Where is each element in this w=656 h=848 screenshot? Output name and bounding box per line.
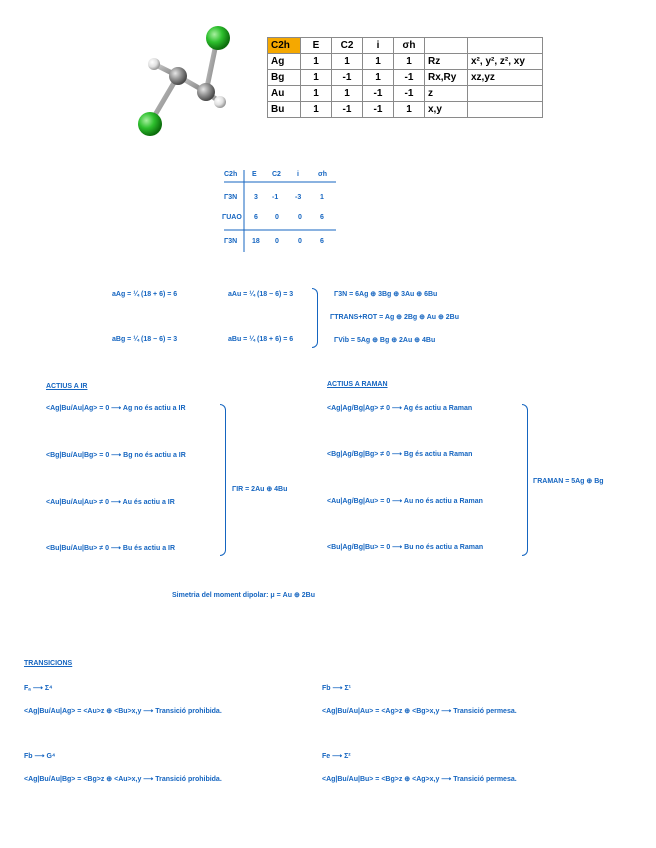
table-header-cell: i <box>297 171 299 178</box>
table-cell <box>468 102 543 118</box>
raman-brace <box>522 404 528 556</box>
table-cell: Rz <box>425 54 468 70</box>
ir-line: <Bu|Bu/Au|Bu> ≠ 0 ⟶ Bu és actiu a IR <box>46 545 176 552</box>
table-header-cell: C2h <box>268 38 301 54</box>
table-cell: -1 <box>332 70 363 86</box>
table-cell: -1 <box>332 102 363 118</box>
transition-equation: <Ag|Bu/Au|Bg> = <Bg>z ⊕ <Au>x,y ⟶ Transició prohibida. <box>24 776 222 783</box>
bond-lines <box>152 44 220 120</box>
table-cell: 1 <box>394 54 425 70</box>
raman-result: ΓRAMAN = 5Ag ⊕ Bg <box>533 478 604 485</box>
table-header-cell: σh <box>394 38 425 54</box>
table-cell: 1 <box>301 102 332 118</box>
table-cell: 1 <box>301 54 332 70</box>
reduction-ag: aAg = ¼ (18 + 6) = 6 <box>112 291 178 298</box>
transition-heading: Fe ⟶ Σ² <box>322 753 351 760</box>
hydrogen-atom <box>148 58 160 70</box>
table-cell: 1 <box>363 70 394 86</box>
table-cell: ΓUAO <box>222 214 242 221</box>
table-cell: -1 <box>272 194 279 201</box>
table-cell: z <box>425 86 468 102</box>
table-cell: xz,yz <box>468 70 543 86</box>
reduction-au: aAu = ¼ (18 − 6) = 3 <box>228 291 294 298</box>
table-cell: 3 <box>254 194 258 201</box>
table-row <box>268 86 543 102</box>
raman-line: <Ag|Ag/Bg|Ag> ≠ 0 ⟶ Ag és actiu a Raman <box>327 405 473 412</box>
reduction-bu: aBu = ¼ (18 + 6) = 6 <box>228 336 294 343</box>
table-cell: Γ3N <box>224 194 238 201</box>
table-cell: 0 <box>298 238 302 245</box>
raman-line: <Au|Ag/Bg|Au> = 0 ⟶ Au no és actiu a Raman <box>327 498 483 505</box>
table-header-cell: σh <box>318 171 328 178</box>
table-cell <box>468 86 543 102</box>
table-cell: Bu <box>268 102 301 118</box>
table-cell: 6 <box>320 238 324 245</box>
ir-line: <Au|Bu/Au|Au> ≠ 0 ⟶ Au és actiu a IR <box>46 499 175 506</box>
table-cell: Ag <box>268 54 301 70</box>
table-row <box>268 102 543 118</box>
transition-equation: <Ag|Bu/Au|Ag> = <Au>z ⊕ <Bu>x,y ⟶ Transició prohibida. <box>24 708 222 715</box>
transitions-title: TRANSICIONS <box>24 660 73 667</box>
transition-equation: <Ag|Bu/Au|Bu> = <Bg>z ⊕ <Ag>x,y ⟶ Transició permesa. <box>322 776 517 783</box>
ir-result: ΓIR = 2Au ⊕ 4Bu <box>232 486 288 493</box>
table-row <box>268 70 543 86</box>
table-cell: x,y <box>425 102 468 118</box>
table-header-cell: E <box>252 171 257 178</box>
dipole-symmetry: Simetria del moment dipolar: μ = Au ⊕ 2Bu <box>172 592 315 599</box>
table-cell: -1 <box>394 70 425 86</box>
table-cell: 18 <box>252 238 260 245</box>
table-row <box>268 54 543 70</box>
table-header-cell <box>468 38 543 54</box>
table-cell: 6 <box>254 214 258 221</box>
table-cell: -1 <box>363 86 394 102</box>
table-header-cell: C2 <box>272 171 281 178</box>
ir-section-title: ACTIUS A IR <box>46 383 88 390</box>
reduction-brace <box>312 288 318 348</box>
raman-section-title: ACTIUS A RAMAN <box>327 381 388 388</box>
table-cell: Rx,Ry <box>425 70 468 86</box>
table-cell: 1 <box>301 86 332 102</box>
table-cell: 1 <box>301 70 332 86</box>
table-cell: 1 <box>394 102 425 118</box>
ir-line: <Ag|Bu/Au|Ag> = 0 ⟶ Ag no és actiu a IR <box>46 405 186 412</box>
table-header-cell: i <box>363 38 394 54</box>
transition-heading: Fb ⟶ Σ¹ <box>322 685 352 692</box>
reduction-bg: aBg = ¼ (18 − 6) = 3 <box>112 336 178 343</box>
table-cell: Γ3N <box>224 238 238 245</box>
ir-line: <Bg|Bu/Au|Bg> = 0 ⟶ Bg no és actiu a IR <box>46 452 186 459</box>
ir-brace <box>220 404 226 556</box>
table-cell: 0 <box>298 214 302 221</box>
table-cell: x², y², z², xy <box>468 54 543 70</box>
table-cell: -3 <box>295 194 302 201</box>
transition-heading: Fb ⟶ G⁴ <box>24 753 56 760</box>
table-cell: 0 <box>275 238 279 245</box>
carbon-atom <box>169 67 187 85</box>
table-cell: -1 <box>394 86 425 102</box>
table-header-cell: C2 <box>332 38 363 54</box>
gamma-3n-result: Γ3N = 6Ag ⊕ 3Bg ⊕ 3Au ⊕ 6Bu <box>334 291 438 298</box>
chlorine-atom <box>206 26 230 50</box>
hydrogen-atom <box>214 96 226 108</box>
table-header-cell <box>425 38 468 54</box>
table-header-cell: E <box>301 38 332 54</box>
carbon-atom <box>197 83 215 101</box>
table-cell: -1 <box>363 102 394 118</box>
gamma-vib-result: ΓVib = 5Ag ⊕ Bg ⊕ 2Au ⊕ 4Bu <box>334 337 436 344</box>
table-cell: 1 <box>332 54 363 70</box>
table-header-cell: C2h <box>224 171 238 178</box>
table-cell: 1 <box>363 54 394 70</box>
table-cell: 6 <box>320 214 324 221</box>
transition-equation: <Ag|Bu/Au|Au> = <Ag>z ⊕ <Bg>x,y ⟶ Transició permesa. <box>322 708 517 715</box>
table-cell: 0 <box>275 214 279 221</box>
table-cell: 1 <box>332 86 363 102</box>
table-cell: Bg <box>268 70 301 86</box>
reducible-table <box>222 168 338 254</box>
raman-line: <Bu|Ag/Bg|Bu> = 0 ⟶ Bu no és actiu a Raman <box>327 544 484 551</box>
table-cell: Au <box>268 86 301 102</box>
gamma-trans-rot-result: ΓTRANS+ROT = Ag ⊕ 2Bg ⊕ Au ⊕ 2Bu <box>330 314 460 321</box>
transition-heading: Fₐ ⟶ Σ⁴ <box>24 685 53 692</box>
table-header-row <box>268 38 543 54</box>
character-table <box>267 37 543 118</box>
molecule-image <box>128 20 238 140</box>
chlorine-atom <box>138 112 162 136</box>
table-cell: 1 <box>320 194 324 201</box>
raman-line: <Bg|Ag/Bg|Bg> ≠ 0 ⟶ Bg és actiu a Raman <box>327 451 473 458</box>
